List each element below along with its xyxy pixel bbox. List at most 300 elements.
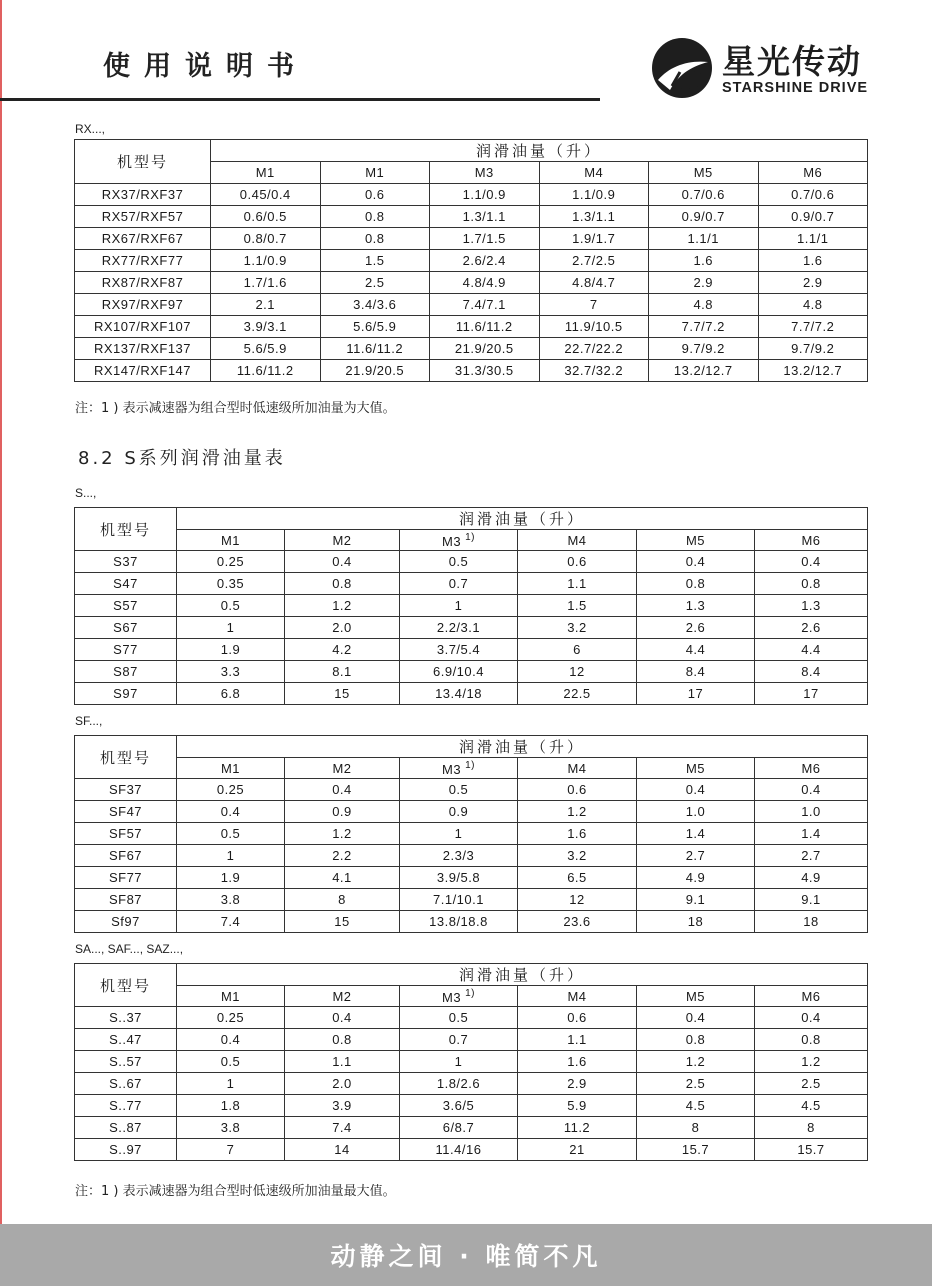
mounting-position-header — [518, 530, 637, 551]
mounting-position-label: M5 — [685, 988, 706, 1004]
mounting-position-label: M6 — [803, 165, 823, 180]
oil-volume-cell: 0.35 — [177, 573, 285, 595]
oil-volume-cell: 0.4 — [637, 1007, 755, 1029]
mounting-position-header — [285, 986, 400, 1007]
oil-volume-cell: 3.6/5 — [400, 1095, 518, 1117]
model-cell: S..37 — [75, 1007, 177, 1029]
oil-volume-cell: 1 — [177, 617, 285, 639]
mounting-position-header — [649, 162, 759, 184]
oil-volume-cell: 0.4 — [177, 1029, 285, 1051]
oil-volume-cell: 1.1/0.9 — [430, 184, 540, 206]
logo-english-name: STARSHINE DRIVE — [722, 80, 869, 96]
oil-volume-cell: 4.8/4.7 — [539, 272, 649, 294]
oil-volume-cell: 32.7/32.2 — [539, 360, 649, 382]
rx-oil-table — [74, 139, 868, 382]
mounting-position-label: M1 — [220, 988, 241, 1004]
mounting-position-header — [177, 530, 285, 551]
model-cell: RX37/RXF37 — [75, 184, 211, 206]
model-cell: S..77 — [75, 1095, 177, 1117]
mounting-position-label: M4 — [567, 988, 587, 1004]
oil-volume-cell: 18 — [637, 911, 755, 933]
oil-volume-cell: 3.9/5.8 — [400, 867, 518, 889]
oil-volume-cell: 1.4 — [755, 823, 868, 845]
oil-volume-cell: 2.6 — [755, 617, 868, 639]
model-cell: S..67 — [75, 1073, 177, 1095]
oil-volume-cell: 21.9/20.5 — [320, 360, 430, 382]
oil-volume-cell: 7 — [539, 294, 649, 316]
table-row — [75, 1051, 868, 1073]
model-column-header: 机型号 — [75, 508, 177, 551]
table-row — [75, 639, 868, 661]
model-cell: SF57 — [75, 823, 177, 845]
oil-volume-cell: 7.7/7.2 — [758, 316, 868, 338]
oil-volume-cell: 0.6 — [518, 779, 637, 801]
oil-volume-cell: 0.5 — [177, 1051, 285, 1073]
oil-volume-cell: 1 — [177, 845, 285, 867]
oil-volume-cell: 1.8 — [177, 1095, 285, 1117]
oil-volume-cell: 1 — [400, 823, 518, 845]
oil-volume-cell: 4.9 — [637, 867, 755, 889]
oil-volume-cell: 0.4 — [285, 779, 400, 801]
mounting-position-header — [430, 162, 540, 184]
oil-volume-cell: 1.3/1.1 — [539, 206, 649, 228]
model-column-header: 机型号 — [75, 964, 177, 1007]
model-cell: S37 — [75, 551, 177, 573]
oil-volume-cell: 17 — [637, 683, 755, 705]
oil-volume-cell: 0.8 — [285, 573, 400, 595]
oil-volume-cell: 1.6 — [649, 250, 759, 272]
oil-volume-cell: 4.8 — [649, 294, 759, 316]
oil-volume-cell: 6 — [518, 639, 637, 661]
oil-volume-cell: 0.8 — [755, 573, 868, 595]
oil-volume-cell: 8 — [637, 1117, 755, 1139]
oil-volume-cell: 14 — [285, 1139, 400, 1161]
oil-volume-cell: 0.6 — [320, 184, 430, 206]
oil-volume-cell: 0.45/0.4 — [211, 184, 321, 206]
oil-volume-cell: 2.3/3 — [400, 845, 518, 867]
oil-volume-cell: 0.5 — [400, 779, 518, 801]
oil-volume-cell: 3.8 — [177, 889, 285, 911]
table-row — [75, 779, 868, 801]
oil-volume-cell: 11.6/11.2 — [211, 360, 321, 382]
oil-volume-cell: 1.9 — [177, 867, 285, 889]
oil-volume-cell: 2.2/3.1 — [400, 617, 518, 639]
oil-volume-cell: 1.6 — [518, 823, 637, 845]
model-cell: S97 — [75, 683, 177, 705]
oil-volume-cell: 0.4 — [285, 551, 400, 573]
model-cell: RX67/RXF67 — [75, 228, 211, 250]
oil-volume-cell: 2.9 — [649, 272, 759, 294]
oil-volume-header: 润滑油量（升） — [177, 736, 868, 758]
oil-volume-cell: 0.4 — [755, 1007, 868, 1029]
oil-volume-cell: 4.2 — [285, 639, 400, 661]
oil-volume-cell: 1.1/1 — [758, 228, 868, 250]
oil-volume-cell: 2.5 — [755, 1073, 868, 1095]
oil-volume-cell: 2.1 — [211, 294, 321, 316]
oil-volume-cell: 8.4 — [755, 661, 868, 683]
oil-volume-cell: 1.3/1.1 — [430, 206, 540, 228]
oil-volume-cell: 2.6 — [637, 617, 755, 639]
oil-volume-cell: 9.1 — [637, 889, 755, 911]
oil-volume-cell: 15 — [285, 911, 400, 933]
mounting-position-header — [320, 162, 430, 184]
oil-volume-cell: 8.1 — [285, 661, 400, 683]
oil-volume-cell: 12 — [518, 661, 637, 683]
oil-volume-cell: 1.8/2.6 — [400, 1073, 518, 1095]
oil-volume-cell: 12 — [518, 889, 637, 911]
oil-volume-cell: 0.8 — [320, 206, 430, 228]
oil-volume-cell: 15 — [285, 683, 400, 705]
model-cell: S..47 — [75, 1029, 177, 1051]
oil-volume-cell: 18 — [755, 911, 868, 933]
oil-volume-cell: 3.9 — [285, 1095, 400, 1117]
model-cell: S..97 — [75, 1139, 177, 1161]
oil-volume-cell: 1.6 — [758, 250, 868, 272]
mounting-position-label: M1 — [365, 165, 385, 180]
oil-volume-cell: 0.9 — [285, 801, 400, 823]
mounting-position-label: M1 — [255, 165, 275, 180]
oil-volume-cell: 1.6 — [518, 1051, 637, 1073]
mounting-position-header — [400, 986, 518, 1007]
oil-volume-cell: 0.6/0.5 — [211, 206, 321, 228]
model-cell: SF47 — [75, 801, 177, 823]
footnote-marker: 1) — [465, 759, 475, 771]
oil-volume-cell: 1.2 — [285, 595, 400, 617]
oil-volume-cell: 0.8 — [637, 573, 755, 595]
footnote-marker: 1) — [465, 531, 475, 543]
model-cell: S67 — [75, 617, 177, 639]
oil-volume-cell: 2.5 — [320, 272, 430, 294]
rx-series-label: RX..., — [75, 122, 106, 136]
oil-volume-cell: 4.9 — [755, 867, 868, 889]
oil-volume-cell: 11.6/11.2 — [430, 316, 540, 338]
table-row — [75, 661, 868, 683]
table-row — [75, 272, 868, 294]
oil-volume-cell: 11.9/10.5 — [539, 316, 649, 338]
oil-volume-cell: 1.1/0.9 — [211, 250, 321, 272]
oil-volume-cell: 7.1/10.1 — [400, 889, 518, 911]
model-cell: S..57 — [75, 1051, 177, 1073]
section-heading: 8.2 S系列润滑油量表 — [78, 448, 286, 469]
oil-volume-cell: 0.7 — [400, 573, 518, 595]
oil-volume-cell: 3.3 — [177, 661, 285, 683]
oil-volume-cell: 1.2 — [518, 801, 637, 823]
table-row — [75, 867, 868, 889]
mounting-position-label: M6 — [801, 988, 821, 1004]
oil-volume-cell: 0.25 — [177, 551, 285, 573]
model-cell: Sf97 — [75, 911, 177, 933]
oil-volume-cell: 1.0 — [755, 801, 868, 823]
oil-volume-cell: 1.2 — [755, 1051, 868, 1073]
table-row — [75, 617, 868, 639]
model-cell: SF77 — [75, 867, 177, 889]
mounting-position-header — [400, 758, 518, 779]
table-row — [75, 911, 868, 933]
mounting-position-label: M5 — [693, 165, 713, 180]
oil-volume-cell: 11.6/11.2 — [320, 338, 430, 360]
oil-volume-cell: 2.2 — [285, 845, 400, 867]
mounting-position-header — [637, 758, 755, 779]
header-divider — [0, 98, 600, 101]
oil-volume-cell: 22.7/22.2 — [539, 338, 649, 360]
mounting-position-header — [755, 530, 868, 551]
oil-volume-cell: 0.4 — [285, 1007, 400, 1029]
oil-volume-cell: 3.2 — [518, 845, 637, 867]
oil-volume-cell: 13.4/18 — [400, 683, 518, 705]
mounting-position-label: M5 — [685, 532, 706, 548]
oil-volume-cell: 0.8 — [755, 1029, 868, 1051]
oil-volume-cell: 0.8 — [637, 1029, 755, 1051]
brand-logo — [650, 36, 890, 100]
oil-volume-cell: 1.7/1.6 — [211, 272, 321, 294]
oil-volume-cell: 4.4 — [755, 639, 868, 661]
oil-volume-cell: 1.1 — [285, 1051, 400, 1073]
oil-volume-header: 润滑油量（升） — [177, 508, 868, 530]
oil-volume-cell: 0.8 — [285, 1029, 400, 1051]
table-row — [75, 1095, 868, 1117]
table-row — [75, 551, 868, 573]
oil-volume-cell: 4.8/4.9 — [430, 272, 540, 294]
oil-volume-cell: 11.4/16 — [400, 1139, 518, 1161]
mounting-position-label: M3 — [442, 989, 462, 1005]
oil-volume-cell: 0.25 — [177, 1007, 285, 1029]
oil-volume-header: 润滑油量（升） — [211, 140, 868, 162]
oil-volume-cell: 1.1 — [518, 1029, 637, 1051]
sa-footnote: 注：1 ) 表示减速器为组合型时低速级所加油量最大值。 — [75, 1184, 396, 1199]
oil-volume-cell: 11.2 — [518, 1117, 637, 1139]
mounting-position-label: M1 — [220, 532, 241, 548]
mounting-position-label: M3 — [442, 533, 462, 549]
oil-volume-cell: 8.4 — [637, 661, 755, 683]
mounting-position-label: M4 — [567, 760, 587, 776]
model-cell: SF37 — [75, 779, 177, 801]
model-cell: RX137/RXF137 — [75, 338, 211, 360]
oil-volume-cell: 1.3 — [755, 595, 868, 617]
oil-volume-cell: 23.6 — [518, 911, 637, 933]
oil-volume-cell: 7.4/7.1 — [430, 294, 540, 316]
oil-volume-cell: 17 — [755, 683, 868, 705]
mounting-position-label: M3 — [442, 761, 462, 777]
model-cell: RX107/RXF107 — [75, 316, 211, 338]
oil-volume-cell: 1.3 — [637, 595, 755, 617]
oil-volume-cell: 0.4 — [637, 551, 755, 573]
oil-volume-cell: 9.1 — [755, 889, 868, 911]
oil-volume-cell: 1.1/1 — [649, 228, 759, 250]
mounting-position-label: M6 — [801, 532, 821, 548]
oil-volume-cell: 9.7/9.2 — [649, 338, 759, 360]
mounting-position-header — [211, 162, 321, 184]
oil-volume-cell: 1.7/1.5 — [430, 228, 540, 250]
model-cell: RX77/RXF77 — [75, 250, 211, 272]
s-series-label: S..., — [75, 486, 97, 500]
mounting-position-label: M4 — [567, 532, 587, 548]
oil-volume-cell: 0.25 — [177, 779, 285, 801]
model-cell: S77 — [75, 639, 177, 661]
sa-series-label: SA..., SAF..., SAZ..., — [75, 942, 184, 956]
mounting-position-label: M2 — [332, 760, 352, 776]
oil-volume-cell: 1.2 — [285, 823, 400, 845]
oil-volume-cell: 5.9 — [518, 1095, 637, 1117]
mounting-position-label: M4 — [584, 165, 604, 180]
model-cell: S87 — [75, 661, 177, 683]
oil-volume-cell: 2.7/2.5 — [539, 250, 649, 272]
oil-volume-cell: 0.5 — [177, 823, 285, 845]
table-row — [75, 595, 868, 617]
mounting-position-label: M2 — [332, 988, 352, 1004]
model-cell: SF87 — [75, 889, 177, 911]
mounting-position-label: M3 — [474, 165, 494, 180]
oil-volume-cell: 3.2 — [518, 617, 637, 639]
oil-volume-cell: 1 — [400, 1051, 518, 1073]
mounting-position-header — [177, 986, 285, 1007]
oil-volume-cell: 15.7 — [637, 1139, 755, 1161]
oil-volume-cell: 5.6/5.9 — [320, 316, 430, 338]
table-row — [75, 683, 868, 705]
oil-volume-cell: 0.4 — [755, 551, 868, 573]
oil-volume-cell: 1.1 — [518, 573, 637, 595]
oil-volume-cell: 0.5 — [400, 1007, 518, 1029]
table-row — [75, 360, 868, 382]
sf-oil-table — [74, 735, 868, 933]
mounting-position-label: M2 — [332, 532, 352, 548]
left-margin-rule — [0, 0, 2, 1286]
oil-volume-cell: 0.7 — [400, 1029, 518, 1051]
oil-volume-cell: 2.0 — [285, 617, 400, 639]
footer-banner — [0, 1224, 932, 1286]
model-column-header: 机型号 — [75, 140, 211, 184]
mounting-position-header — [285, 758, 400, 779]
oil-volume-header: 润滑油量（升） — [177, 964, 868, 986]
mounting-position-header — [755, 758, 868, 779]
rx-footnote: 注：1 ) 表示减速器为组合型时低速级所加油量为大值。 — [75, 401, 396, 416]
oil-volume-cell: 0.4 — [755, 779, 868, 801]
oil-volume-cell: 0.8 — [320, 228, 430, 250]
oil-volume-cell: 1.9/1.7 — [539, 228, 649, 250]
sa-oil-table — [74, 963, 868, 1161]
oil-volume-cell: 6.8 — [177, 683, 285, 705]
oil-volume-cell: 1.1/0.9 — [539, 184, 649, 206]
oil-volume-cell: 13.8/18.8 — [400, 911, 518, 933]
oil-volume-cell: 3.7/5.4 — [400, 639, 518, 661]
oil-volume-cell: 8 — [755, 1117, 868, 1139]
oil-volume-cell: 0.9/0.7 — [649, 206, 759, 228]
oil-volume-cell: 1.5 — [518, 595, 637, 617]
oil-volume-cell: 7.7/7.2 — [649, 316, 759, 338]
oil-volume-cell: 2.7 — [755, 845, 868, 867]
mounting-position-header — [637, 530, 755, 551]
oil-volume-cell: 13.2/12.7 — [649, 360, 759, 382]
oil-volume-cell: 0.5 — [177, 595, 285, 617]
oil-volume-cell: 0.6 — [518, 1007, 637, 1029]
s-oil-table — [74, 507, 868, 705]
oil-volume-cell: 15.7 — [755, 1139, 868, 1161]
oil-volume-cell: 2.7 — [637, 845, 755, 867]
footer-slogan: 动静之间 · 唯简不凡 — [330, 1242, 602, 1271]
oil-volume-cell: 2.5 — [637, 1073, 755, 1095]
oil-volume-cell: 22.5 — [518, 683, 637, 705]
table-row — [75, 801, 868, 823]
table-row — [75, 228, 868, 250]
mounting-position-header — [539, 162, 649, 184]
table-row — [75, 294, 868, 316]
oil-volume-cell: 1.2 — [637, 1051, 755, 1073]
oil-volume-cell: 7.4 — [177, 911, 285, 933]
oil-volume-cell: 4.1 — [285, 867, 400, 889]
oil-volume-cell: 3.9/3.1 — [211, 316, 321, 338]
table-row — [75, 1007, 868, 1029]
oil-volume-cell: 1.4 — [637, 823, 755, 845]
model-cell: RX87/RXF87 — [75, 272, 211, 294]
oil-volume-cell: 6/8.7 — [400, 1117, 518, 1139]
mounting-position-header — [758, 162, 868, 184]
mounting-position-label: M1 — [220, 760, 241, 776]
mounting-position-header — [637, 986, 755, 1007]
oil-volume-cell: 0.9 — [400, 801, 518, 823]
mounting-position-header — [285, 530, 400, 551]
model-column-header: 机型号 — [75, 736, 177, 779]
oil-volume-cell: 2.9 — [518, 1073, 637, 1095]
table-row — [75, 823, 868, 845]
model-cell: S47 — [75, 573, 177, 595]
model-cell: SF67 — [75, 845, 177, 867]
oil-volume-cell: 2.6/2.4 — [430, 250, 540, 272]
mounting-position-header — [400, 530, 518, 551]
oil-volume-cell: 0.4 — [637, 779, 755, 801]
oil-volume-cell: 21 — [518, 1139, 637, 1161]
table-row — [75, 250, 868, 272]
oil-volume-cell: 5.6/5.9 — [211, 338, 321, 360]
oil-volume-cell: 4.5 — [637, 1095, 755, 1117]
mounting-position-header — [755, 986, 868, 1007]
page-header-title: 使用说明书 — [103, 51, 308, 82]
table-row — [75, 1029, 868, 1051]
oil-volume-cell: 3.4/3.6 — [320, 294, 430, 316]
oil-volume-cell: 2.0 — [285, 1073, 400, 1095]
oil-volume-cell: 0.8/0.7 — [211, 228, 321, 250]
oil-volume-cell: 1 — [177, 1073, 285, 1095]
oil-volume-cell: 1 — [400, 595, 518, 617]
oil-volume-cell: 0.7/0.6 — [649, 184, 759, 206]
model-cell: S57 — [75, 595, 177, 617]
model-cell: RX147/RXF147 — [75, 360, 211, 382]
oil-volume-cell: 0.4 — [177, 801, 285, 823]
oil-volume-cell: 31.3/30.5 — [430, 360, 540, 382]
oil-volume-cell: 0.6 — [518, 551, 637, 573]
mounting-position-label: M5 — [685, 760, 706, 776]
table-row — [75, 338, 868, 360]
mounting-position-header — [177, 758, 285, 779]
mounting-position-header — [518, 986, 637, 1007]
table-row — [75, 1139, 868, 1161]
oil-volume-cell: 21.9/20.5 — [430, 338, 540, 360]
oil-volume-cell: 8 — [285, 889, 400, 911]
oil-volume-cell: 3.8 — [177, 1117, 285, 1139]
oil-volume-cell: 2.9 — [758, 272, 868, 294]
swirl-logo-icon — [650, 36, 714, 100]
footnote-marker: 1) — [465, 987, 475, 999]
table-row — [75, 845, 868, 867]
model-cell: S..87 — [75, 1117, 177, 1139]
oil-volume-cell: 0.5 — [400, 551, 518, 573]
table-row — [75, 573, 868, 595]
table-row — [75, 889, 868, 911]
oil-volume-cell: 6.9/10.4 — [400, 661, 518, 683]
oil-volume-cell: 7 — [177, 1139, 285, 1161]
oil-volume-cell: 4.4 — [637, 639, 755, 661]
table-row — [75, 1117, 868, 1139]
oil-volume-cell: 9.7/9.2 — [758, 338, 868, 360]
oil-volume-cell: 0.9/0.7 — [758, 206, 868, 228]
